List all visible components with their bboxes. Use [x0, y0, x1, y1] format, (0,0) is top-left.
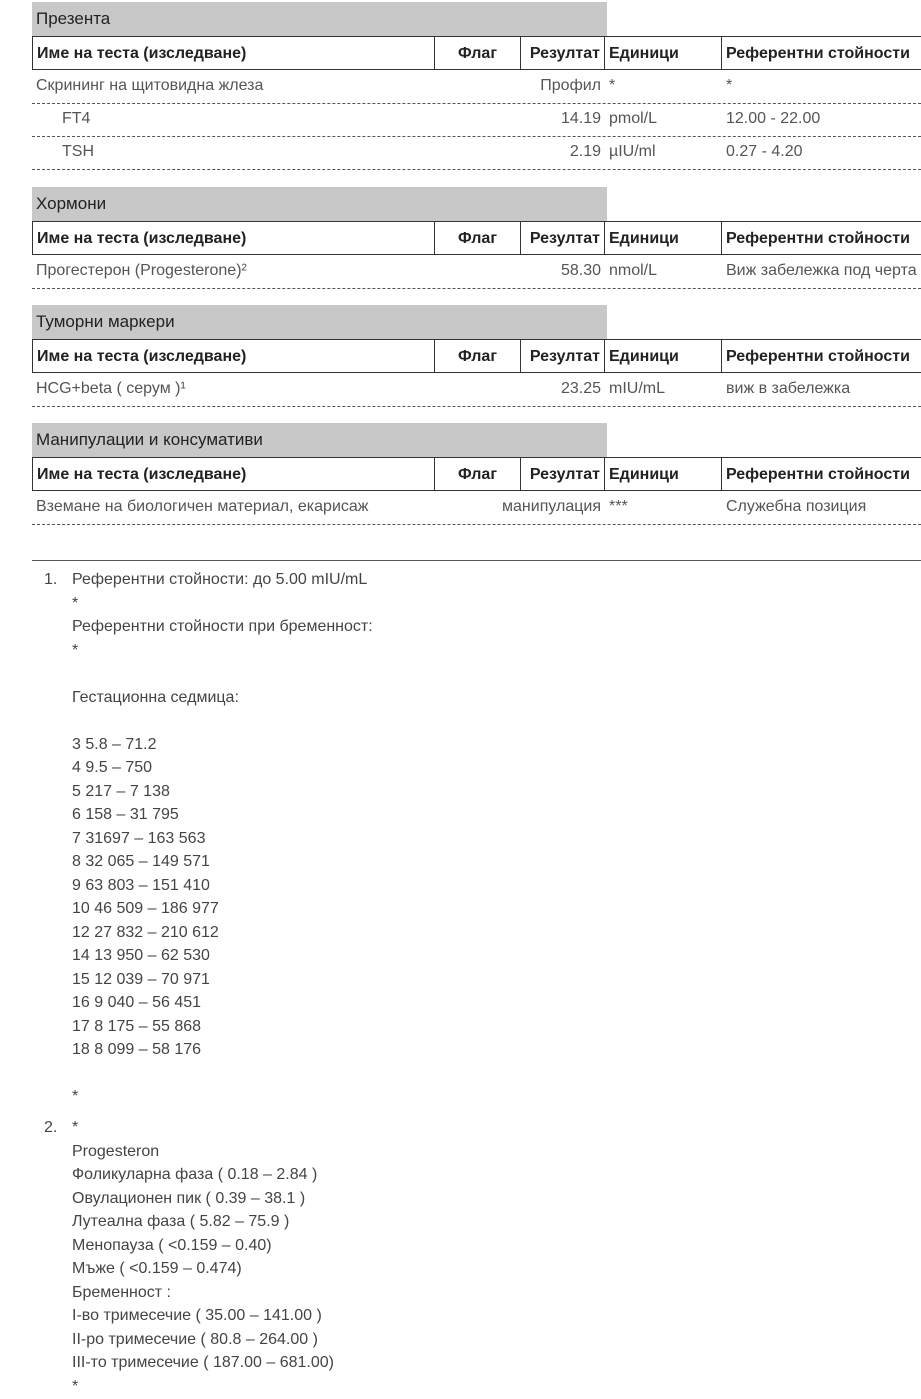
result-value: 23.25	[560, 380, 601, 397]
footnote-number: 1.	[44, 571, 58, 588]
reference-value: 0.27 - 4.20	[726, 143, 803, 160]
results-section	[32, 305, 921, 406]
results-section	[32, 187, 921, 288]
test-name: TSH	[62, 143, 94, 160]
footnote-line: 9 63 803 – 151 410	[72, 876, 210, 894]
footnote-line: *	[72, 1088, 79, 1105]
result-value: 58.30	[560, 262, 601, 279]
units-value: mIU/mL	[609, 380, 665, 397]
footnote-line: Гестационна седмица:	[72, 688, 239, 706]
result-value: Профил	[540, 77, 601, 94]
notes-divider	[32, 560, 921, 561]
footnote-line: 14 13 950 – 62 530	[72, 947, 210, 964]
footnote-line: Овулационен пик ( 0.39 – 38.1 )	[72, 1189, 306, 1207]
footnote-line: *	[72, 1119, 79, 1136]
test-name: Прогестерон (Progesterone)²	[36, 262, 247, 279]
header-units: Единици	[605, 221, 722, 255]
result-value: манипулация	[502, 498, 601, 515]
reference-value: *	[726, 77, 733, 94]
section-title: Хормони	[32, 187, 607, 221]
footnote-line: 3 5.8 – 71.2	[72, 735, 157, 753]
table-row	[32, 70, 921, 104]
footnote-line: *	[72, 1377, 79, 1395]
footnote-line: 7 31697 – 163 563	[72, 829, 206, 847]
footnote-line: Фоликуларна фаза ( 0.18 – 2.84 )	[72, 1166, 318, 1183]
units-value: pmol/L	[609, 110, 658, 127]
footnote-line: 6 158 – 31 795	[72, 806, 179, 823]
header-flag: Флаг	[435, 457, 521, 491]
table-header-row	[32, 457, 921, 491]
footnote-number: 2.	[44, 1119, 58, 1136]
footnote-line: 8 32 065 – 149 571	[72, 853, 210, 870]
units-value: nmol/L	[609, 262, 658, 279]
header-units: Единици	[605, 457, 722, 491]
footnote-line: III-то тримесечие ( 187.00 – 681.00)	[72, 1354, 334, 1371]
table-row	[32, 373, 921, 407]
header-test-name: Име на теста (изследване)	[32, 221, 435, 255]
header-test-name: Име на теста (изследване)	[32, 457, 435, 491]
footnote-line: *	[72, 594, 79, 612]
table-row	[32, 136, 921, 170]
result-value: 2.19	[569, 143, 601, 160]
header-reference: Референтни стойности	[722, 339, 921, 373]
header-reference: Референтни стойности	[722, 221, 921, 255]
footnote-line: Менопауза ( <0.159 – 0.40)	[72, 1236, 272, 1254]
section-title: Манипулации и консумативи	[32, 423, 607, 457]
header-flag: Флаг	[435, 36, 521, 70]
section-title: Презента	[32, 2, 607, 36]
footnote-line: II-ро тримесечие ( 80.8 – 264.00 )	[72, 1330, 318, 1348]
test-name: HCG+beta ( серум )¹	[36, 380, 186, 397]
header-reference: Референтни стойности	[722, 36, 921, 70]
header-result: Резултат	[521, 221, 605, 255]
footnote-line: Progesteron	[72, 1142, 160, 1160]
results-section	[32, 423, 921, 524]
header-units: Единици	[605, 339, 722, 373]
header-flag: Флаг	[435, 221, 521, 255]
header-result: Резултат	[521, 457, 605, 491]
footnote-line: Референтни стойности при бременност:	[72, 618, 373, 635]
footnote-line: 12 27 832 – 210 612	[72, 923, 219, 941]
footnote-line: I-во тримесечие ( 35.00 – 141.00 )	[72, 1307, 322, 1324]
table-header-row	[32, 36, 921, 70]
header-reference: Референтни стойности	[722, 457, 921, 491]
footnote-line: Лутеална фаза ( 5.82 – 75.9 )	[72, 1213, 290, 1230]
units-value: ***	[609, 498, 628, 515]
reference-value: виж в забележка	[726, 380, 851, 397]
header-test-name: Име на теста (изследване)	[32, 339, 435, 373]
footnote-line: *	[72, 641, 79, 659]
footnote-line: 15 12 039 – 70 971	[72, 970, 210, 988]
result-value: 14.19	[560, 110, 601, 127]
footnote-line: 17 8 175 – 55 868	[72, 1017, 202, 1035]
footnote-line: Референтни стойности: до 5.00 mIU/mL	[72, 571, 368, 588]
reference-value: Виж забележка под черта	[726, 262, 917, 279]
header-result: Резултат	[521, 339, 605, 373]
units-value: µIU/ml	[609, 143, 656, 160]
footnote-line: 16 9 040 – 56 451	[72, 994, 202, 1011]
table-header-row	[32, 339, 921, 373]
footnote-line: Бременност :	[72, 1283, 171, 1301]
header-units: Единици	[605, 36, 722, 70]
test-name: FT4	[62, 110, 91, 127]
units-value: *	[609, 77, 616, 94]
table-header-row	[32, 221, 921, 255]
footnote-line: 5 217 – 7 138	[72, 782, 170, 800]
section-title: Туморни маркери	[32, 305, 607, 339]
table-row	[32, 103, 921, 137]
header-test-name: Име на теста (изследване)	[32, 36, 435, 70]
footnote-line: 4 9.5 – 750	[72, 759, 153, 776]
reference-value: Служебна позиция	[726, 498, 867, 515]
reference-value: 12.00 - 22.00	[726, 110, 821, 127]
results-section	[32, 2, 921, 169]
test-name: Вземане на биологичен материал, екарисаж	[36, 498, 369, 515]
test-name: Скрининг на щитовидна жлеза	[36, 77, 264, 94]
footnote-line: 18 8 099 – 58 176	[72, 1041, 202, 1058]
footnote-line: 10 46 509 – 186 977	[72, 900, 219, 917]
footnote-line: Мъже ( <0.159 – 0.474)	[72, 1260, 242, 1277]
table-row	[32, 491, 921, 525]
table-row	[32, 255, 921, 289]
header-result: Резултат	[521, 36, 605, 70]
header-flag: Флаг	[435, 339, 521, 373]
